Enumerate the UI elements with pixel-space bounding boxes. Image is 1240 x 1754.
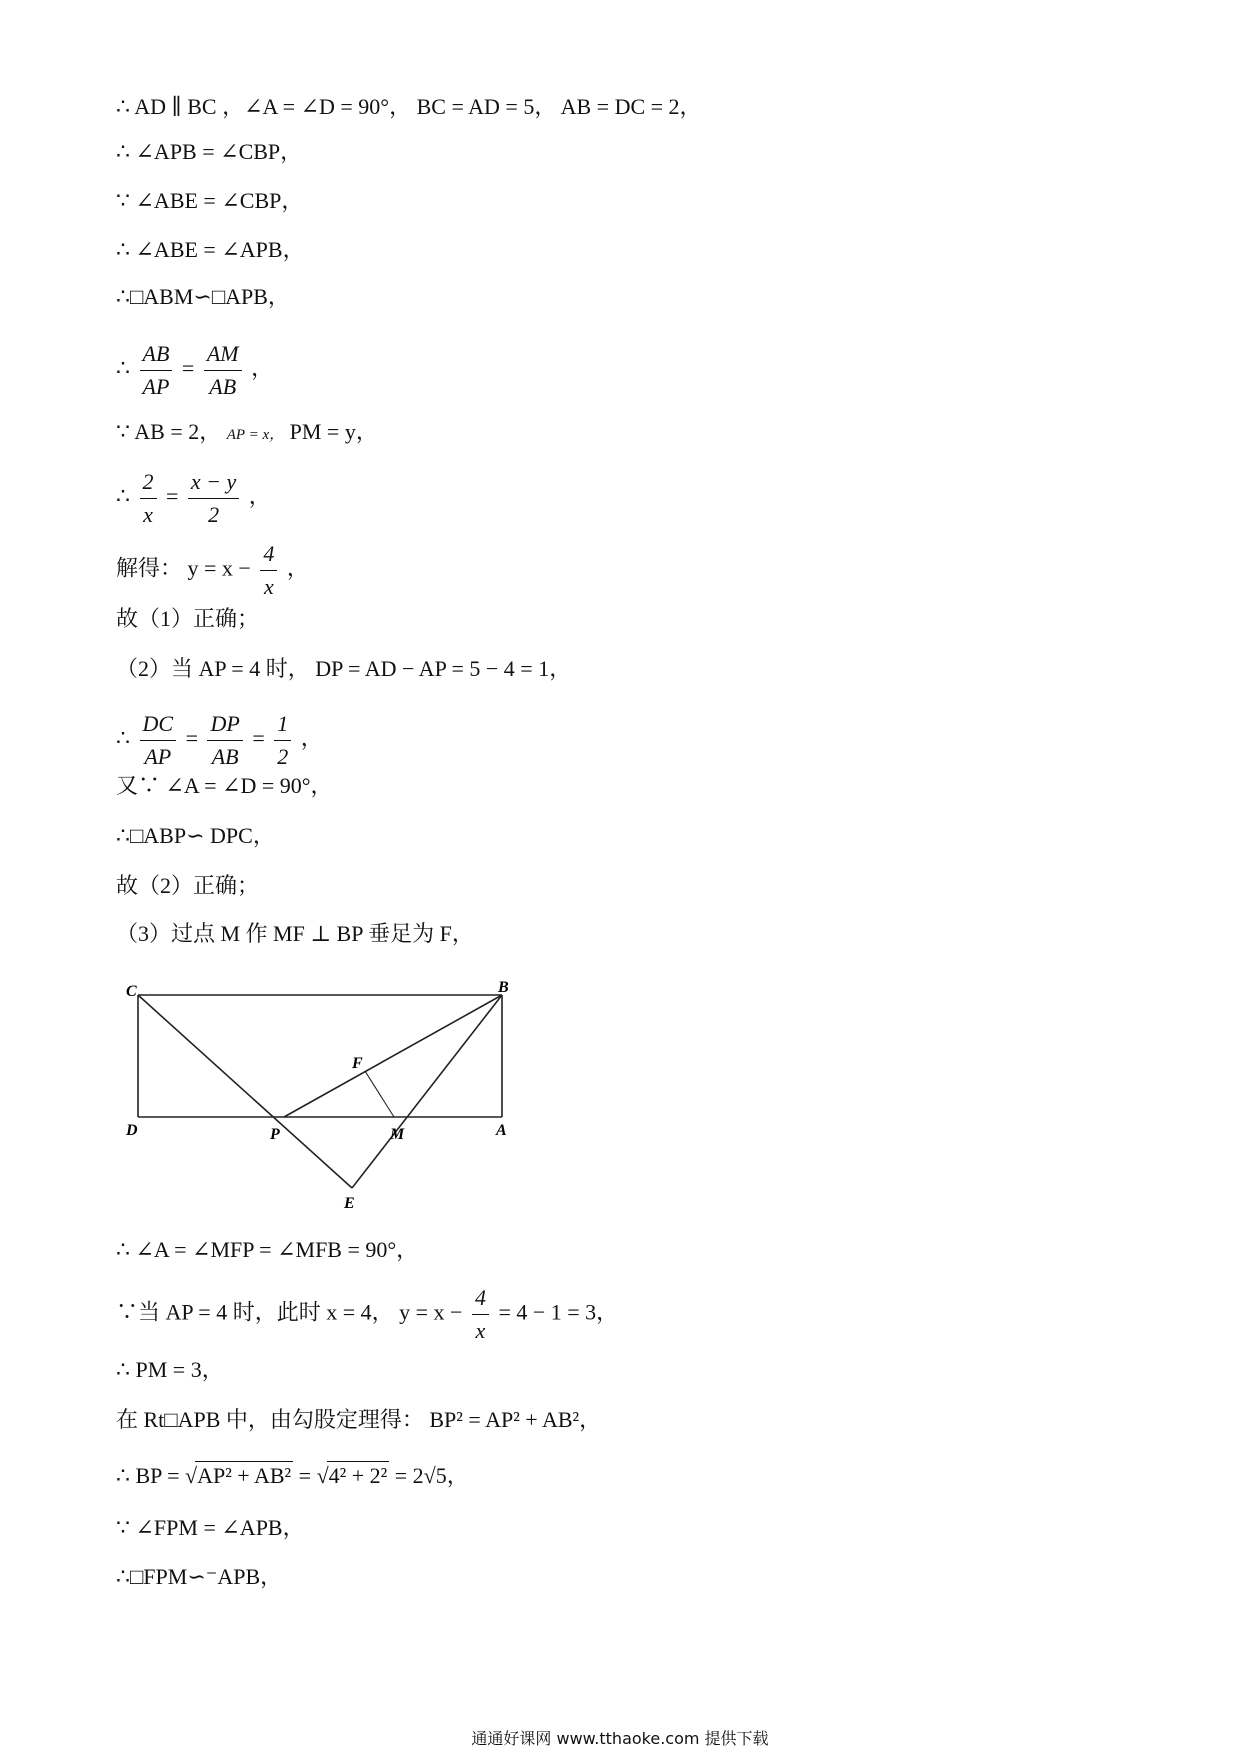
fraction-dc-ap (140, 708, 177, 773)
numerator: x − y (188, 466, 239, 499)
proof-line-4: ∴ ∠ABE = ∠APB， (116, 237, 305, 262)
comma: ， (248, 483, 271, 509)
sqrt-symbol: √ (316, 1463, 329, 1488)
label-p: P (270, 1126, 280, 1143)
bp-equals: ∴ BP = (116, 1463, 180, 1488)
denominator: AP (144, 744, 172, 769)
given-ab: ∵ AB = 2， (116, 419, 222, 444)
proof-line-10: 故（1）正确； (116, 606, 260, 631)
proof-line-13: 又∵ ∠A = ∠D = 90°， (116, 773, 333, 798)
given-ap: AP = x， (226, 427, 285, 443)
therefore-symbol: ∴ (116, 355, 130, 381)
label-f: F (352, 1055, 363, 1072)
proof-line-22: ∵ ∠FPM = ∠APB， (116, 1515, 305, 1540)
label-a: A (496, 1122, 507, 1139)
proof-line-19: ∴ PM = 3， (116, 1357, 224, 1382)
label-m: M (390, 1126, 405, 1143)
numerator: 4 (260, 538, 277, 571)
numerator: AB (140, 338, 173, 371)
equals-sign: = (181, 355, 195, 381)
fraction-4-x (472, 1282, 489, 1347)
denominator: AB (209, 374, 237, 399)
equals-sign: = (166, 483, 179, 509)
fraction-am-ab (204, 338, 242, 403)
numerator: 2 (140, 466, 157, 499)
proof-line-20: 在 Rt□APB 中，由勾股定理得： BP² = AP² + AB²， (116, 1407, 602, 1432)
proof-line-12 (116, 708, 323, 773)
denominator: x (143, 502, 153, 527)
denominator: x (263, 574, 274, 599)
proof-line-5: ∴□ABM∽□APB， (116, 284, 290, 309)
proof-line-15: 故（2）正确； (116, 873, 260, 898)
proof-line-23: ∴□FPM∽⁻APB， (116, 1564, 283, 1589)
sqrt-symbol: √ (185, 1463, 198, 1488)
comma: ， (286, 555, 309, 581)
when-text: ∵当 AP = 4 时，此时 x = 4， y = x − (116, 1299, 463, 1325)
given-pm: PM = y， (289, 419, 378, 444)
radicand-2: 4² + 2² (328, 1463, 388, 1488)
proof-line-16: （3）过点 M 作 MF ⊥ BP 垂足为 F， (116, 921, 474, 946)
equals-sign: = (252, 725, 265, 751)
fraction-1-2 (274, 708, 291, 773)
fraction-4-x (260, 538, 277, 603)
label-c: C (126, 983, 137, 1000)
equals-sign: = (298, 1463, 312, 1488)
proof-line-21 (116, 1461, 469, 1490)
page-footer: 通通好课网 www.tthaoke.com 提供下载 (471, 1729, 769, 1748)
fraction-2-x (140, 466, 157, 531)
result-text: = 4 − 1 = 3， (498, 1299, 619, 1325)
comma: ， (300, 725, 323, 751)
fraction-dp-ab (207, 708, 242, 773)
therefore-symbol: ∴ (116, 725, 130, 751)
denominator: AB (211, 744, 239, 769)
therefore-symbol: ∴ (116, 483, 130, 509)
result-text: = 2√5， (394, 1463, 469, 1488)
equals-sign: = (185, 725, 198, 751)
proof-line-14: ∴□ABP∽ DPC， (116, 823, 275, 848)
label-d: D (126, 1122, 138, 1139)
proof-line-17: ∴ ∠A = ∠MFP = ∠MFB = 90°， (116, 1237, 419, 1262)
proof-line-8 (116, 466, 271, 531)
geometry-figure (120, 975, 540, 1215)
numerator: 4 (472, 1282, 489, 1315)
proof-line-9 (116, 538, 309, 603)
label-e: E (344, 1195, 355, 1212)
denominator: AP (142, 374, 170, 399)
numerator: DP (207, 708, 242, 741)
proof-line-3: ∵ ∠ABE = ∠CBP， (116, 188, 304, 213)
solve-text: 解得： y = x − (116, 555, 251, 581)
fraction-xy-2 (188, 466, 239, 531)
denominator: 2 (208, 502, 220, 527)
proof-line-1: ∴ AD ∥ BC ，∠A = ∠D = 90°， BC = AD = 5， AB = DC = 2， (116, 94, 702, 119)
denominator: 2 (277, 744, 289, 769)
proof-line-7 (116, 418, 378, 449)
proof-line-11: （2）当 AP = 4 时， DP = AD − AP = 5 − 4 = 1， (116, 656, 572, 681)
numerator: AM (204, 338, 242, 371)
label-b: B (498, 979, 509, 996)
proof-line-6 (116, 338, 273, 403)
fraction-ab-ap (140, 338, 173, 403)
radicand-1: AP² + AB² (197, 1463, 292, 1488)
numerator: 1 (274, 708, 291, 741)
numerator: DC (140, 708, 177, 741)
proof-line-18 (116, 1282, 618, 1347)
comma: ， (251, 355, 274, 381)
proof-line-2: ∴ ∠APB = ∠CBP， (116, 139, 303, 164)
denominator: x (475, 1318, 486, 1343)
